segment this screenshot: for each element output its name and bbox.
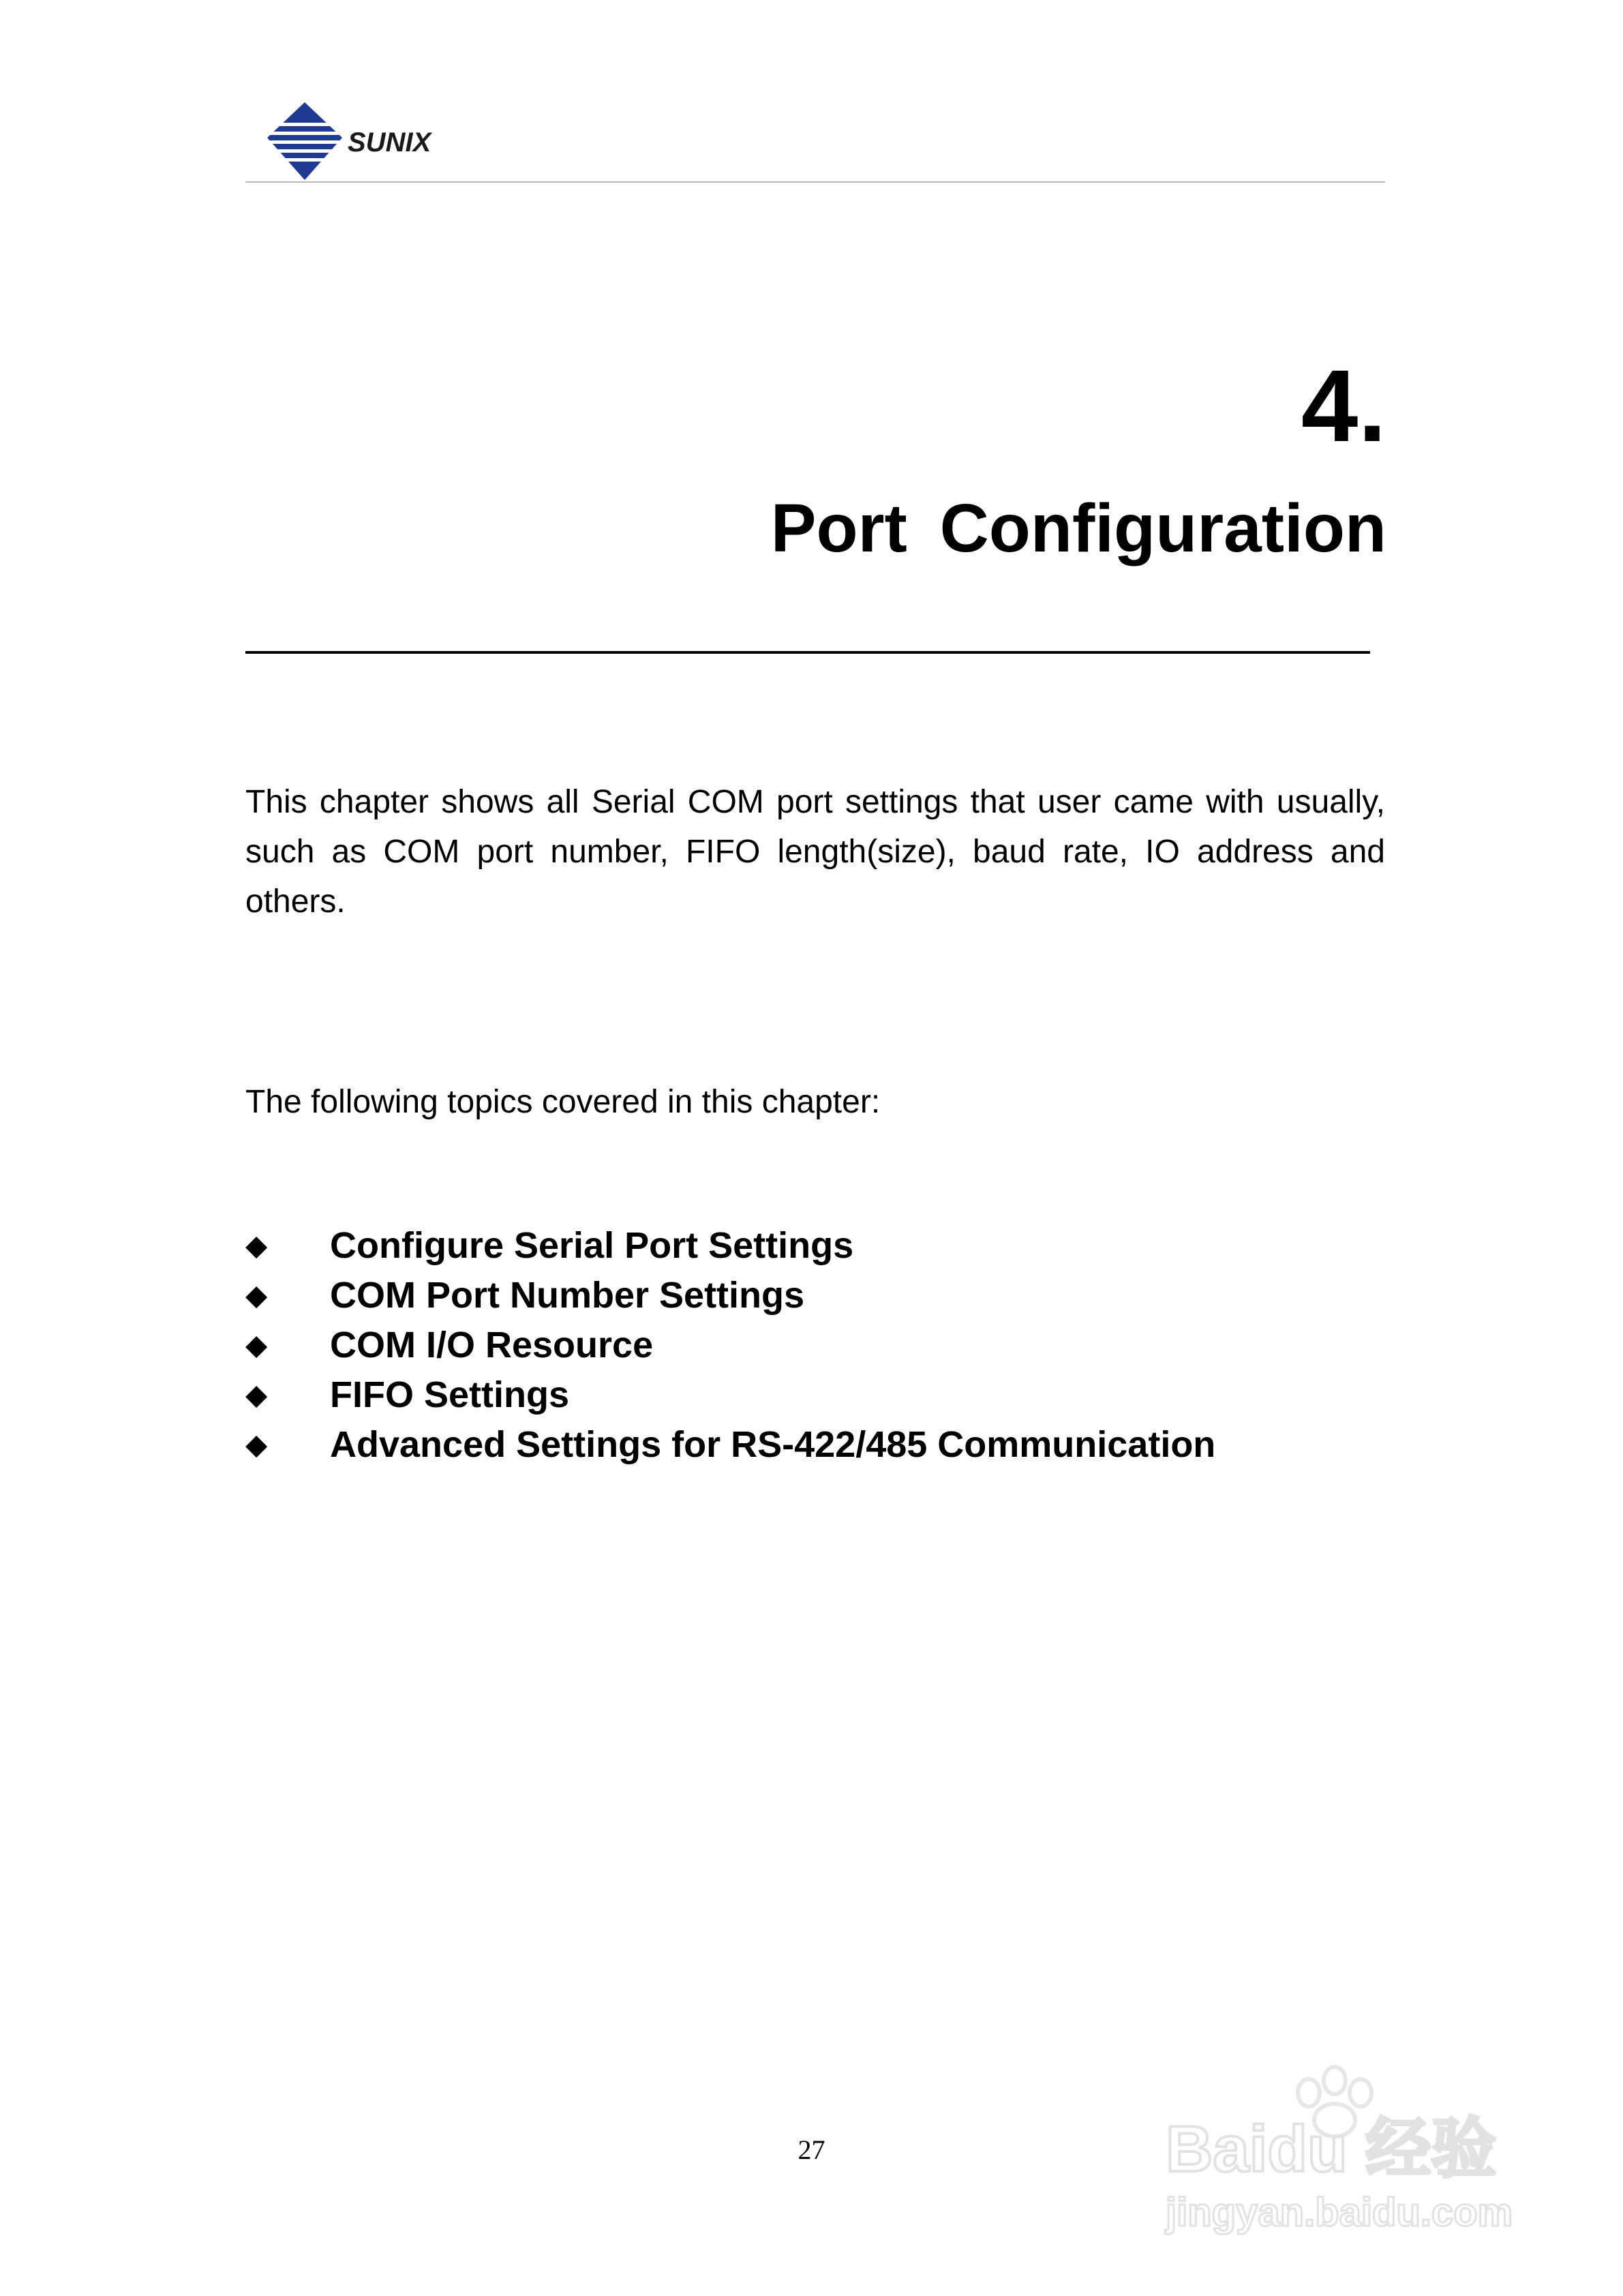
- topic-item: [245, 1320, 1215, 1370]
- diamond-bullet-icon: ◆: [245, 1278, 268, 1311]
- diamond-bullet-icon: ◆: [245, 1328, 268, 1361]
- diamond-bullet-icon: ◆: [245, 1228, 268, 1261]
- svg-text:jingyan.baidu.com: jingyan.baidu.com: [1166, 2190, 1513, 2235]
- topic-label: COM Port Number Settings: [330, 1274, 805, 1316]
- baidu-watermark: [1152, 2052, 1534, 2243]
- topics-list: [245, 1220, 1215, 1469]
- chapter-title: Port Configuration: [770, 490, 1386, 567]
- sunix-logo: [267, 102, 458, 184]
- topic-item: [245, 1419, 1215, 1469]
- header-divider: [245, 181, 1385, 183]
- topic-label: Configure Serial Port Settings: [330, 1224, 854, 1266]
- topics-intro: The following topics covered in this chapter:: [245, 1084, 881, 1120]
- sunix-logo-mark: [267, 102, 342, 180]
- diamond-bullet-icon: ◆: [245, 1428, 268, 1460]
- svg-text:Baidu 经验: Baidu 经验: [1166, 2113, 1497, 2186]
- topic-item: [245, 1220, 1215, 1270]
- title-underline: [245, 651, 1370, 654]
- diamond-bullet-icon: ◆: [245, 1378, 268, 1410]
- chapter-number: 4.: [1301, 348, 1386, 463]
- topic-label: Advanced Settings for RS-422/485 Communication: [330, 1423, 1216, 1465]
- topic-label: COM I/O Resource: [330, 1324, 654, 1365]
- svg-text:SUNIX: SUNIX: [348, 127, 431, 157]
- page-number: 27: [798, 2134, 825, 2165]
- topic-item: [245, 1270, 1215, 1320]
- topic-item: [245, 1370, 1215, 1419]
- topic-label: FIFO Settings: [330, 1374, 569, 1415]
- chapter-intro-paragraph: This chapter shows all Serial COM port settings that user came with usually, such as COM port number, FIFO length(size), baud rate, IO address and others.: [245, 784, 1385, 920]
